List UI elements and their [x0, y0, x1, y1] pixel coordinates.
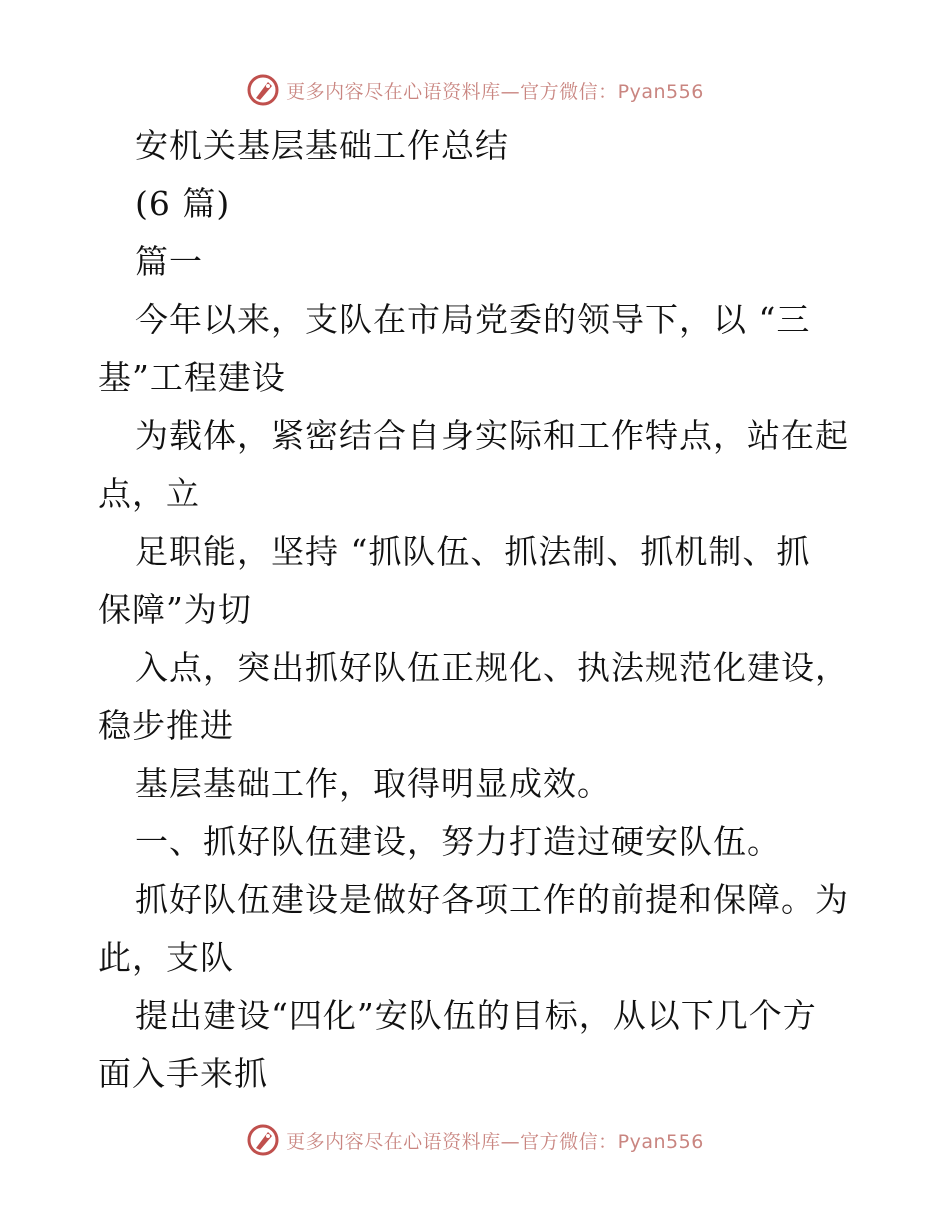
paragraph-line: 基层基础工作，取得明显成效。 — [135, 764, 611, 803]
pen-nib-logo-icon — [246, 1123, 280, 1157]
paragraph-line: 稳步推进 — [98, 706, 234, 745]
subsection-heading: 一、抓好队伍建设，努力打造过硬安队伍。 — [135, 822, 781, 861]
paragraph-line: 基”工程建设 — [98, 358, 286, 397]
footer-watermark — [0, 1120, 950, 1160]
document-title: 安机关基层基础工作总结 — [135, 126, 509, 165]
watermark-text: 更多内容尽在心语资料库—官方微信：Pyan556 — [286, 80, 704, 103]
paragraph-line: 点，立 — [98, 474, 200, 513]
pen-nib-logo-icon — [246, 73, 280, 107]
paragraph-line: 提出建设“四化”安队伍的目标，从以下几个方 — [135, 996, 817, 1035]
paragraph-line: 入点，突出抓好队伍正规化、执法规范化建设， — [135, 648, 849, 687]
watermark-text: 更多内容尽在心语资料库—官方微信：Pyan556 — [286, 1130, 704, 1153]
header-watermark — [0, 70, 950, 110]
document-subtitle: (6 篇) — [135, 184, 231, 223]
paragraph-line: 保障”为切 — [98, 590, 252, 629]
paragraph-line: 此，支队 — [98, 938, 234, 977]
paragraph-line: 足职能，坚持 “抓队伍、抓法制、抓机制、抓 — [135, 532, 811, 571]
paragraph-line: 面入手来抓 — [98, 1054, 268, 1093]
paragraph-line: 抓好队伍建设是做好各项工作的前提和保障。为 — [135, 880, 849, 919]
section-heading: 篇一 — [135, 242, 203, 281]
paragraph-line: 为载体，紧密结合自身实际和工作特点，站在起 — [135, 416, 849, 455]
paragraph-line: 今年以来，支队在市局党委的领导下，以 “三 — [135, 300, 811, 339]
